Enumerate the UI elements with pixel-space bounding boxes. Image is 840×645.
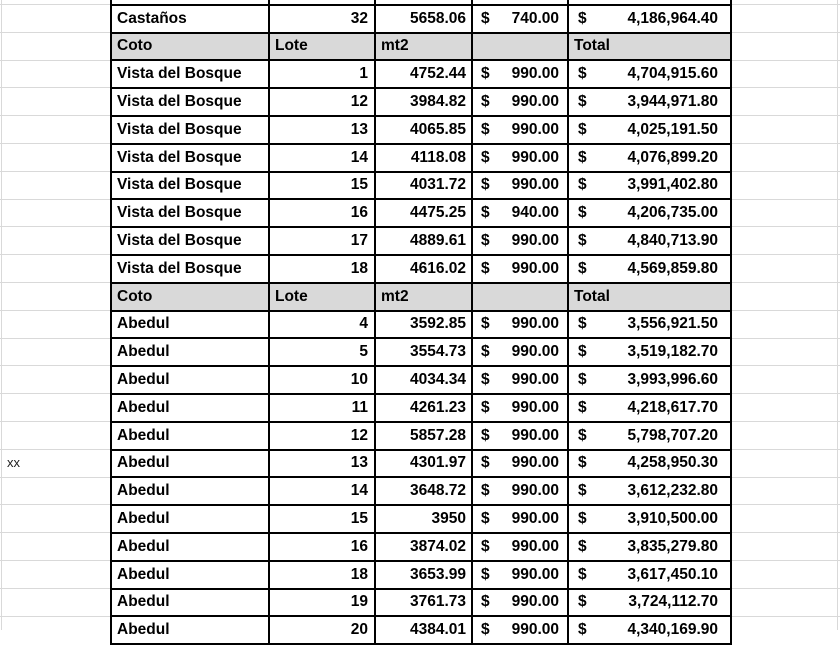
currency-symbol: $ (578, 204, 587, 222)
cell-lote[interactable]: 18 (269, 561, 375, 589)
cell-price[interactable] (472, 561, 568, 589)
cell-total[interactable] (568, 227, 731, 255)
currency-symbol: $ (481, 204, 490, 222)
price-amount: 990.00 (511, 398, 559, 416)
cell-lote[interactable]: 18 (269, 255, 375, 283)
total-amount: 4,340,169.90 (627, 621, 718, 639)
total-money (569, 510, 730, 528)
total-amount: 4,258,950.30 (627, 454, 718, 472)
total-amount: 4,218,617.70 (627, 398, 718, 416)
currency-symbol: $ (481, 482, 490, 500)
cell-lote[interactable]: 13 (269, 450, 375, 478)
cell-coto[interactable]: Vista del Bosque (111, 227, 269, 255)
total-money (569, 65, 730, 83)
price-money (473, 232, 567, 250)
cell-total[interactable] (568, 60, 731, 88)
currency-symbol: $ (578, 148, 587, 166)
price-money (473, 93, 567, 111)
cell-coto[interactable]: Abedul (111, 311, 269, 339)
total-money (569, 482, 730, 500)
currency-symbol: $ (481, 120, 490, 138)
price-amount: 990.00 (511, 537, 559, 555)
cell-price[interactable] (472, 450, 568, 478)
currency-symbol: $ (578, 176, 587, 194)
currency-symbol: $ (578, 371, 587, 389)
total-amount: 3,993,996.60 (627, 371, 718, 389)
header-row (111, 33, 731, 61)
cell-total[interactable] (568, 450, 731, 478)
cell-mt2[interactable]: 4261.23 (375, 394, 472, 422)
header-row (111, 283, 731, 311)
cell-price[interactable] (472, 422, 568, 450)
cell-lote[interactable]: 14 (269, 477, 375, 505)
price-money (473, 260, 567, 278)
total-amount: 3,556,921.50 (627, 315, 718, 333)
cell-coto[interactable]: Abedul (111, 589, 269, 617)
header-cell-lote[interactable]: Lote (269, 33, 375, 61)
price-money (473, 399, 567, 417)
total-amount: 3,724,112.70 (628, 593, 718, 611)
table-row (111, 144, 731, 172)
price-amount: 990.00 (511, 371, 559, 389)
total-amount: 4,025,191.50 (627, 120, 718, 138)
cell-lote[interactable]: 13 (269, 116, 375, 144)
cell-coto[interactable]: Abedul (111, 394, 269, 422)
table-row (111, 366, 731, 394)
currency-symbol: $ (481, 93, 490, 111)
cell-mt2[interactable]: 5857.28 (375, 422, 472, 450)
currency-symbol: $ (578, 259, 587, 277)
cell-lote[interactable]: 10 (269, 366, 375, 394)
price-amount: 990.00 (511, 232, 559, 250)
cell-total[interactable] (568, 422, 731, 450)
total-money (569, 427, 730, 445)
cell-price[interactable] (472, 199, 568, 227)
price-money (473, 65, 567, 83)
total-amount: 3,617,450.10 (627, 565, 718, 583)
table-row (111, 60, 731, 88)
header-cell-price[interactable] (472, 33, 568, 61)
cell-coto[interactable]: Vista del Bosque (111, 116, 269, 144)
price-amount: 990.00 (511, 65, 559, 83)
currency-symbol: $ (481, 371, 490, 389)
cell-price[interactable] (472, 116, 568, 144)
table-row (111, 116, 731, 144)
cell-mt2[interactable]: 3761.73 (375, 589, 472, 617)
cell-lote[interactable]: 12 (269, 422, 375, 450)
price-amount: 990.00 (511, 454, 559, 472)
cell-mt2[interactable]: 3653.99 (375, 561, 472, 589)
price-amount: 990.00 (511, 621, 559, 639)
table-row (111, 505, 731, 533)
table-row (111, 88, 731, 116)
cell-mt2[interactable]: 3554.73 (375, 338, 472, 366)
table-row (111, 422, 731, 450)
cell-coto[interactable]: Abedul (111, 505, 269, 533)
header-cell-mt2[interactable]: mt2 (375, 283, 472, 311)
margin-note-cell[interactable]: xx (7, 455, 20, 470)
price-money (473, 315, 567, 333)
table-row (111, 589, 731, 617)
lots-table-body (111, 0, 731, 644)
total-money (569, 315, 730, 333)
cell-lote[interactable]: 11 (269, 394, 375, 422)
cell-mt2[interactable]: 4031.72 (375, 172, 472, 200)
total-money (569, 538, 730, 556)
cell-total[interactable] (568, 505, 731, 533)
cell-mt2[interactable]: 3950 (375, 505, 472, 533)
total-money (569, 566, 730, 584)
currency-symbol: $ (578, 315, 587, 333)
price-amount: 990.00 (511, 148, 559, 166)
cell-coto[interactable]: Abedul (111, 561, 269, 589)
cell-total[interactable] (568, 616, 731, 644)
cell-price[interactable] (472, 477, 568, 505)
price-money (473, 176, 567, 194)
cell-mt2[interactable]: 4752.44 (375, 60, 472, 88)
currency-symbol: $ (481, 621, 490, 639)
currency-symbol: $ (481, 510, 490, 528)
price-amount: 990.00 (511, 593, 559, 611)
cell-coto[interactable]: Vista del Bosque (111, 88, 269, 116)
table-row (111, 199, 731, 227)
table-row (111, 5, 731, 33)
table-row (111, 338, 731, 366)
cell-price[interactable] (472, 172, 568, 200)
cell-coto[interactable]: Vista del Bosque (111, 199, 269, 227)
cell-total[interactable] (568, 394, 731, 422)
cell-mt2[interactable]: 4118.08 (375, 144, 472, 172)
price-money (473, 454, 567, 472)
header-cell-total[interactable]: Total (568, 283, 731, 311)
cell-coto[interactable]: Abedul (111, 533, 269, 561)
total-money (569, 399, 730, 417)
price-amount: 990.00 (511, 93, 559, 111)
cell-lote[interactable]: 17 (269, 227, 375, 255)
currency-symbol: $ (578, 565, 587, 583)
price-amount: 990.00 (511, 510, 559, 528)
gridline-vertical (1, 0, 2, 630)
cell-mt2[interactable]: 4384.01 (375, 616, 472, 644)
cell-lote[interactable]: 15 (269, 172, 375, 200)
cell-price[interactable] (472, 394, 568, 422)
header-cell-coto[interactable]: Coto (111, 283, 269, 311)
cell-price[interactable] (472, 88, 568, 116)
total-money (569, 371, 730, 389)
table-row (111, 616, 731, 644)
cell-total[interactable] (568, 116, 731, 144)
price-money (473, 10, 567, 28)
cell-coto[interactable]: Vista del Bosque (111, 255, 269, 283)
price-money (473, 149, 567, 167)
total-amount: 4,704,915.60 (627, 65, 718, 83)
cell-price[interactable] (472, 255, 568, 283)
cell-price[interactable] (472, 589, 568, 617)
currency-symbol: $ (578, 510, 587, 528)
currency-symbol: $ (481, 398, 490, 416)
price-amount: 990.00 (511, 343, 559, 361)
price-money (473, 121, 567, 139)
price-amount: 990.00 (511, 315, 559, 333)
cell-coto[interactable]: Vista del Bosque (111, 172, 269, 200)
currency-symbol: $ (481, 593, 490, 611)
price-money (473, 621, 567, 639)
currency-symbol: $ (481, 426, 490, 444)
cell-mt2[interactable]: 5658.06 (375, 5, 472, 33)
cell-price[interactable] (472, 366, 568, 394)
currency-symbol: $ (481, 315, 490, 333)
total-amount: 4,206,735.00 (627, 204, 718, 222)
table-row (111, 227, 731, 255)
cell-price[interactable] (472, 311, 568, 339)
cell-lote[interactable]: 4 (269, 311, 375, 339)
currency-symbol: $ (481, 537, 490, 555)
currency-symbol: $ (578, 398, 587, 416)
cell-mt2[interactable]: 3648.72 (375, 477, 472, 505)
cell-price[interactable] (472, 505, 568, 533)
price-money (473, 343, 567, 361)
cell-total[interactable] (568, 5, 731, 33)
total-money (569, 149, 730, 167)
header-cell-total[interactable]: Total (568, 33, 731, 61)
table-row (111, 172, 731, 200)
cell-lote[interactable]: 15 (269, 505, 375, 533)
total-money (569, 343, 730, 361)
cell-total[interactable] (568, 144, 731, 172)
cell-coto[interactable]: Abedul (111, 366, 269, 394)
cell-price[interactable] (472, 5, 568, 33)
total-amount: 5,798,707.20 (627, 426, 718, 444)
total-amount: 3,910,500.00 (627, 510, 718, 528)
currency-symbol: $ (578, 593, 587, 611)
currency-symbol: $ (481, 9, 490, 27)
price-money (473, 427, 567, 445)
cell-total[interactable] (568, 172, 731, 200)
total-amount: 3,944,971.80 (627, 93, 718, 111)
total-money (569, 593, 730, 611)
currency-symbol: $ (578, 343, 587, 361)
price-money (473, 566, 567, 584)
total-amount: 4,076,899.20 (627, 148, 718, 166)
cell-coto[interactable]: Abedul (111, 616, 269, 644)
price-amount: 990.00 (511, 426, 559, 444)
price-money (473, 593, 567, 611)
header-cell-lote[interactable]: Lote (269, 283, 375, 311)
total-amount: 4,840,713.90 (627, 232, 718, 250)
cell-lote[interactable]: 19 (269, 589, 375, 617)
currency-symbol: $ (578, 426, 587, 444)
cell-lote[interactable]: 1 (269, 60, 375, 88)
cell-total[interactable] (568, 477, 731, 505)
cell-coto[interactable]: Abedul (111, 477, 269, 505)
currency-symbol: $ (578, 120, 587, 138)
cell-lote[interactable]: 16 (269, 199, 375, 227)
cell-mt2[interactable]: 4889.61 (375, 227, 472, 255)
currency-symbol: $ (481, 232, 490, 250)
cell-price[interactable] (472, 60, 568, 88)
currency-symbol: $ (578, 482, 587, 500)
total-money (569, 232, 730, 250)
table-row (111, 533, 731, 561)
price-amount: 990.00 (511, 565, 559, 583)
total-amount: 3,519,182.70 (627, 343, 718, 361)
cell-mt2[interactable]: 3592.85 (375, 311, 472, 339)
price-money (473, 538, 567, 556)
cell-lote[interactable]: 14 (269, 144, 375, 172)
total-amount: 3,612,232.80 (627, 482, 718, 500)
table-row (111, 311, 731, 339)
price-money (473, 482, 567, 500)
total-money (569, 10, 730, 28)
currency-symbol: $ (578, 9, 587, 27)
total-amount: 3,991,402.80 (627, 176, 718, 194)
cell-mt2[interactable]: 4616.02 (375, 255, 472, 283)
price-amount: 990.00 (511, 176, 559, 194)
table-row (111, 450, 731, 478)
currency-symbol: $ (481, 148, 490, 166)
total-money (569, 93, 730, 111)
cell-price[interactable] (472, 338, 568, 366)
cell-total[interactable] (568, 311, 731, 339)
cell-coto[interactable]: Abedul (111, 450, 269, 478)
cell-total[interactable] (568, 88, 731, 116)
table-row (111, 561, 731, 589)
currency-symbol: $ (578, 65, 587, 83)
price-amount: 990.00 (511, 482, 559, 500)
cell-coto[interactable]: Castaños (111, 5, 269, 33)
total-money (569, 621, 730, 639)
currency-symbol: $ (481, 343, 490, 361)
currency-symbol: $ (578, 454, 587, 472)
total-money (569, 204, 730, 222)
cell-lote[interactable]: 5 (269, 338, 375, 366)
cell-mt2[interactable]: 4034.34 (375, 366, 472, 394)
cell-lote[interactable]: 20 (269, 616, 375, 644)
currency-symbol: $ (481, 176, 490, 194)
total-amount: 4,186,964.40 (627, 9, 718, 27)
price-money (473, 510, 567, 528)
cell-coto[interactable]: Abedul (111, 422, 269, 450)
cell-total[interactable] (568, 199, 731, 227)
total-money (569, 121, 730, 139)
cell-lote[interactable]: 12 (269, 88, 375, 116)
price-money (473, 371, 567, 389)
price-amount: 740.00 (511, 9, 559, 27)
currency-symbol: $ (578, 621, 587, 639)
cell-total[interactable] (568, 366, 731, 394)
total-money (569, 260, 730, 278)
header-cell-mt2[interactable]: mt2 (375, 33, 472, 61)
cell-price[interactable] (472, 227, 568, 255)
header-cell-coto[interactable]: Coto (111, 33, 269, 61)
cell-total[interactable] (568, 589, 731, 617)
cell-price[interactable] (472, 144, 568, 172)
total-money (569, 176, 730, 194)
cell-price[interactable] (472, 616, 568, 644)
cell-mt2[interactable]: 3874.02 (375, 533, 472, 561)
cell-coto[interactable]: Abedul (111, 338, 269, 366)
price-amount: 990.00 (511, 259, 559, 277)
cell-total[interactable] (568, 561, 731, 589)
price-amount: 990.00 (511, 120, 559, 138)
price-amount: 940.00 (511, 204, 559, 222)
table-row (111, 394, 731, 422)
currency-symbol: $ (481, 454, 490, 472)
table-row (111, 255, 731, 283)
total-money (569, 454, 730, 472)
currency-symbol: $ (578, 93, 587, 111)
cell-mt2[interactable]: 4065.85 (375, 116, 472, 144)
cell-lote[interactable]: 16 (269, 533, 375, 561)
currency-symbol: $ (481, 259, 490, 277)
currency-symbol: $ (578, 232, 587, 250)
table-row (111, 477, 731, 505)
cell-mt2[interactable]: 3984.82 (375, 88, 472, 116)
cell-mt2[interactable]: 4301.97 (375, 450, 472, 478)
currency-symbol: $ (481, 565, 490, 583)
price-money (473, 204, 567, 222)
total-amount: 4,569,859.80 (627, 259, 718, 277)
cell-mt2[interactable]: 4475.25 (375, 199, 472, 227)
cell-total[interactable] (568, 338, 731, 366)
total-amount: 3,835,279.80 (627, 537, 718, 555)
cell-coto[interactable]: Vista del Bosque (111, 60, 269, 88)
currency-symbol: $ (578, 537, 587, 555)
cell-coto[interactable]: Vista del Bosque (111, 144, 269, 172)
cell-total[interactable] (568, 255, 731, 283)
cell-lote[interactable]: 32 (269, 5, 375, 33)
cell-total[interactable] (568, 533, 731, 561)
header-cell-price[interactable] (472, 283, 568, 311)
currency-symbol: $ (481, 65, 490, 83)
lots-table (110, 0, 732, 645)
gridline-vertical (837, 0, 838, 630)
cell-price[interactable] (472, 533, 568, 561)
